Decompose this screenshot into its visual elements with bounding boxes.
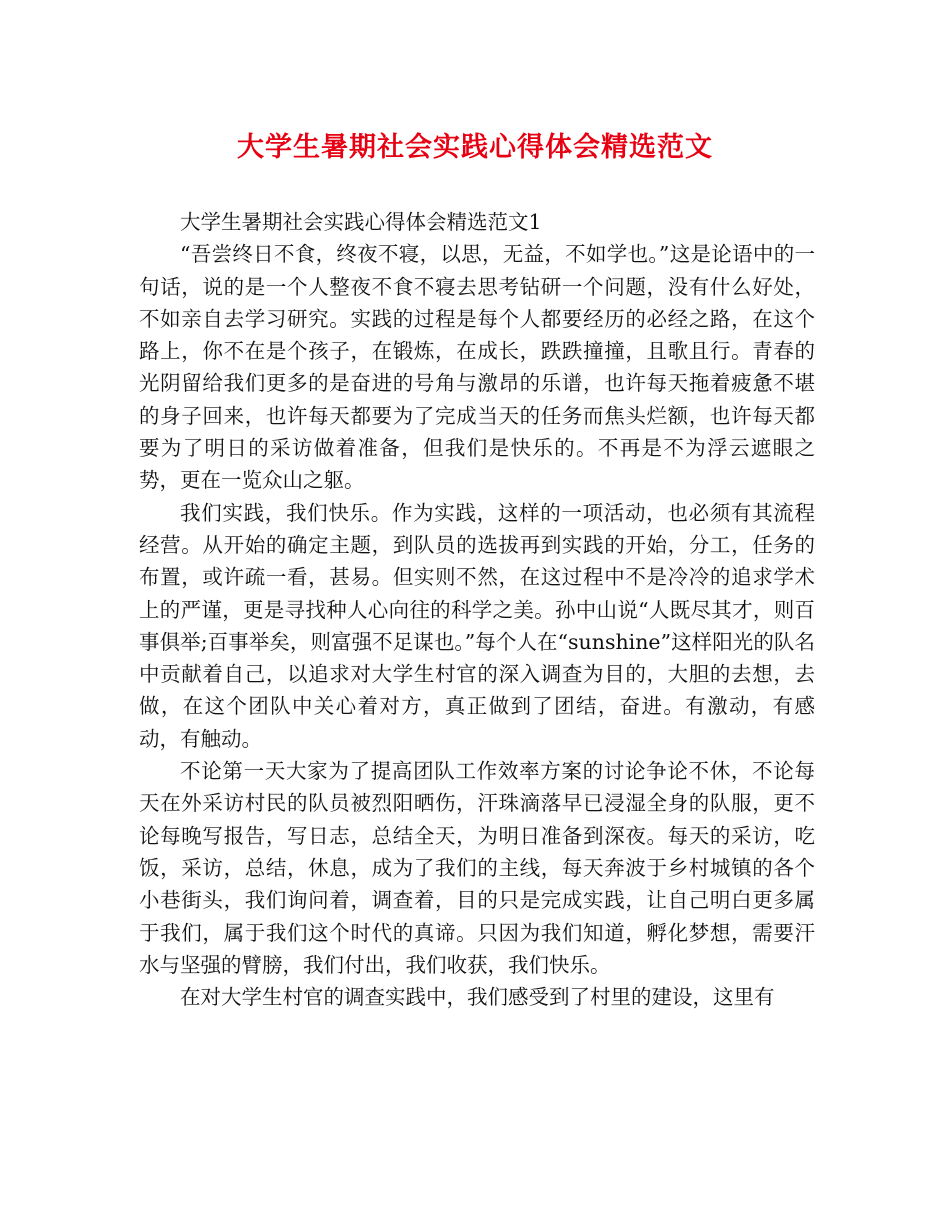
paragraph: 不论第一天大家为了提高团队工作效率方案的讨论争论不休，不论每天在外采访村民的队员被烈阳晒伤，汗珠滴落早已浸湿全身的队服，更不论每晚写报告，写日志，总结全天，为明日准备到深夜。每天的采访，吃饭，采访，总结，休息，成为了我们的主线，每天奔波于乡村城镇的各个小巷街头，我们询问着，调查着，目的只是完成实践，让自己明白更多属于我们，属于我们这个时代的真谛。只因为我们知道，孵化梦想，需要汗水与坚强的臂膀，我们付出，我们收获，我们快乐。 <box>139 759 815 977</box>
document-body <box>139 206 815 1013</box>
section-heading: 大学生暑期社会实践心得体会精选范文1 <box>180 210 542 234</box>
document-title: 大学生暑期社会实践心得体会精选范文 <box>237 132 713 163</box>
paragraph: 在对大学生村官的调查实践中，我们感受到了村里的建设，这里有 <box>180 985 775 1010</box>
paragraph: 我们实践，我们快乐。作为实践，这样的一项活动，也必须有其流程经营。从开始的确定主题，到队员的选拔再到实践的开始，分工，任务的布置，或许疏一看，甚易。但实则不然，在这过程中不是冷冷的追求学术上的严谨，更是寻找种人心向往的科学之美。孙中山说“人既尽其才，则百事俱举;百事举矣，则富强不足谋也。”每个人在“sunshine”这样阳光的队名中贡献着自己，以追求对大学生村官的深入调查为目的，大胆的去想，去做，在这个团队中关心着对方，真正做到了团结，奋进。有激动，有感动，有触动。 <box>139 500 815 751</box>
paragraph: “吾尝终日不食，终夜不寝，以思，无益，不如学也。”这是论语中的一句话，说的是一个人整夜不食不寝去思考钻研一个问题，没有什么好处，不如亲自去学习研究。实践的过程是每个人都要经历的必经之路，在这个路上，你不在是个孩子，在锻炼，在成长，跌跌撞撞，且歌且行。青春的光阴留给我们更多的是奋进的号角与激昂的乐谱，也许每天拖着疲惫不堪的身子回来，也许每天都要为了完成当天的任务而焦头烂额，也许每天都要为了明日的采访做着准备，但我们是快乐的。不再是不为浮云遮眼之势，更在一览众山之躯。 <box>139 242 815 493</box>
